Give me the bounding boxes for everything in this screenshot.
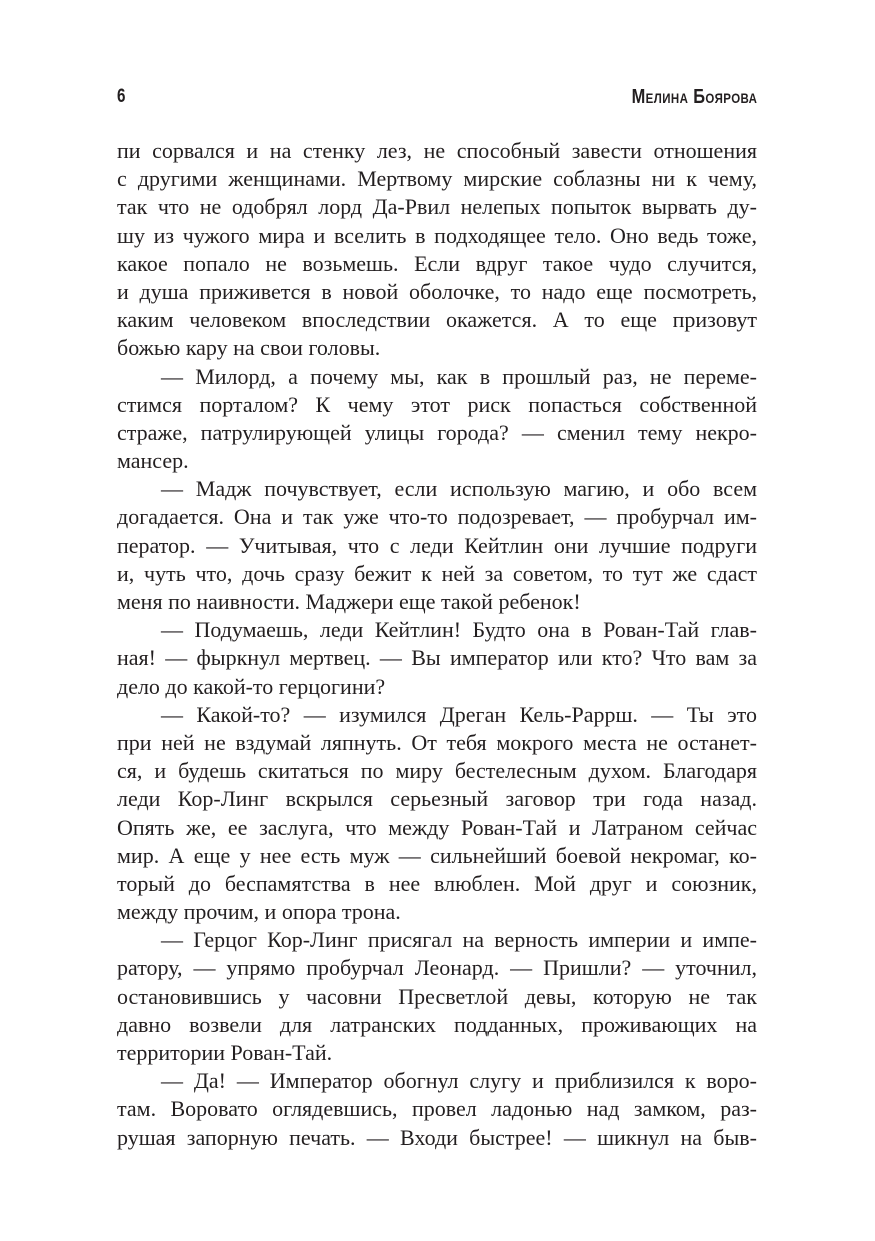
- text-line: [117, 475, 757, 503]
- text-line-content: между прочим, и опора трона.: [117, 899, 401, 925]
- text-line-content: — Да! — Император обогнул слугу и приблизился к воро-: [161, 1068, 757, 1094]
- text-line-content: — Мадж почувствует, если использую магию, и обо всем: [161, 476, 757, 502]
- text-line-content: Опять же, ее заслуга, что между Рован-Тай и Латраном сейчас: [117, 814, 757, 840]
- paragraph: [117, 701, 757, 927]
- text-line: [117, 701, 757, 729]
- text-line: [117, 1095, 757, 1123]
- text-line-content: меня по наивности. Маджери еще такой ребенок!: [117, 589, 581, 614]
- text-line: [117, 1011, 757, 1039]
- text-line: [117, 306, 757, 334]
- paragraph: [117, 616, 757, 701]
- paragraph: [117, 137, 757, 363]
- text-line-content: мансер.: [117, 448, 189, 474]
- text-line: [117, 250, 757, 278]
- text-line: [117, 729, 757, 757]
- text-line-content: каким человеком впоследствии окажется. А то еще призовут: [117, 307, 757, 333]
- text-line: [117, 419, 757, 447]
- text-line: [117, 954, 757, 982]
- text-line: [117, 757, 757, 785]
- text-line: [117, 503, 757, 531]
- text-line: [117, 842, 757, 870]
- text-line: [117, 926, 757, 954]
- text-line-content: при ней не вздумай ляпнуть. От тебя мокрого места не останет-: [117, 729, 757, 755]
- text-line-content: — Герцог Кор-Линг присягал на верность империи и импе-: [161, 927, 757, 953]
- paragraph: [117, 1067, 757, 1152]
- text-line-content: территории Рован-Тай.: [117, 1040, 333, 1065]
- text-line: [117, 137, 757, 165]
- text-line: [117, 560, 757, 588]
- text-line-content: и душа приживется в новой оболочке, то надо еще посмотреть,: [117, 278, 757, 304]
- text-line-content: ратору, — упрямо пробурчал Леонард. — Пришли? — уточнил,: [117, 955, 757, 981]
- text-line-content: — Подумаешь, леди Кейтлин! Будто она в Рован-Тай глав-: [161, 617, 757, 643]
- text-line-content: стимся порталом? К чему этот риск попасться собственной: [117, 391, 757, 417]
- text-line-content: с другими женщинами. Мертвому мирские соблазны ни к чему,: [117, 166, 757, 192]
- text-line-content: божью кару на свои головы.: [117, 335, 381, 361]
- text-line-content: пи сорвался и на стенку лез, не способный завести отношения: [117, 138, 757, 163]
- text-line-content: ся, и будешь скитаться по миру бестелесным духом. Благодаря: [117, 758, 757, 784]
- text-line-content: торый до беспамятства в нее влюблен. Мой друг и союзник,: [117, 870, 757, 896]
- text-line-content: рушая запорную печать. — Входи быстрее! — шикнул на быв-: [117, 1124, 757, 1150]
- paragraph: [117, 926, 757, 1067]
- paragraph: [117, 363, 757, 476]
- text-line: [117, 673, 757, 701]
- text-line-content: какое попало не возьмешь. Если вдруг такое чудо случится,: [117, 250, 757, 276]
- text-line: [117, 447, 757, 475]
- text-line-content: и, чуть что, дочь сразу бежит к ней за советом, то тут же сдаст: [117, 560, 757, 586]
- text-line-content: — Какой-то? — изумился Дреган Кель-Раррш. — Ты это: [161, 701, 757, 727]
- text-line-content: догадается. Она и так уже что-то подозревает, — пробурчал им-: [117, 504, 757, 530]
- author-name: Мелина Боярова: [631, 86, 757, 108]
- text-line: [117, 363, 757, 391]
- text-line: [117, 222, 757, 250]
- text-line: [117, 1039, 757, 1067]
- text-line-content: там. Воровато оглядевшись, провел ладонью над замком, раз-: [117, 1096, 757, 1122]
- text-line: [117, 334, 757, 362]
- text-line: [117, 870, 757, 898]
- text-line-content: дело до какой-то герцогини?: [117, 673, 386, 699]
- text-line: [117, 616, 757, 644]
- page-body-text: [117, 137, 757, 1152]
- running-header: [117, 86, 757, 116]
- text-line-content: леди Кор-Линг вскрылся серьезный заговор три года назад.: [117, 786, 757, 812]
- text-line: [117, 983, 757, 1011]
- text-line: [117, 1067, 757, 1095]
- text-line: [117, 785, 757, 813]
- text-line-content: — Милорд, а почему мы, как в прошлый раз, не переме-: [161, 363, 757, 389]
- text-line-content: так что не одобрял лорд Да-Рвил нелепых попыток вырвать ду-: [117, 194, 757, 220]
- text-line-content: страже, патрулирующей улицы города? — сменил тему некро-: [117, 419, 757, 445]
- paragraph: [117, 475, 757, 616]
- text-line: [117, 278, 757, 306]
- text-line: [117, 532, 757, 560]
- text-line: [117, 644, 757, 672]
- text-line-content: мир. А еще у нее есть муж — сильнейший боевой некромаг, ко-: [117, 842, 757, 868]
- text-line-content: давно возвели для латранских подданных, проживающих на: [117, 1011, 757, 1037]
- page-number: 6: [117, 86, 126, 107]
- text-line-content: ператор. — Учитывая, что с леди Кейтлин они лучшие подруги: [117, 532, 757, 558]
- text-line-content: остановившись у часовни Пресветлой девы, которую не так: [117, 983, 757, 1009]
- text-line: [117, 1124, 757, 1152]
- text-line-content: шу из чужого мира и вселить в подходящее тело. Оно ведь тоже,: [117, 222, 757, 248]
- text-line: [117, 588, 757, 616]
- text-line-content: ная! — фыркнул мертвец. — Вы император или кто? Что вам за: [117, 645, 757, 671]
- text-line: [117, 814, 757, 842]
- text-line: [117, 193, 757, 221]
- text-line: [117, 165, 757, 193]
- text-line: [117, 898, 757, 926]
- text-line: [117, 391, 757, 419]
